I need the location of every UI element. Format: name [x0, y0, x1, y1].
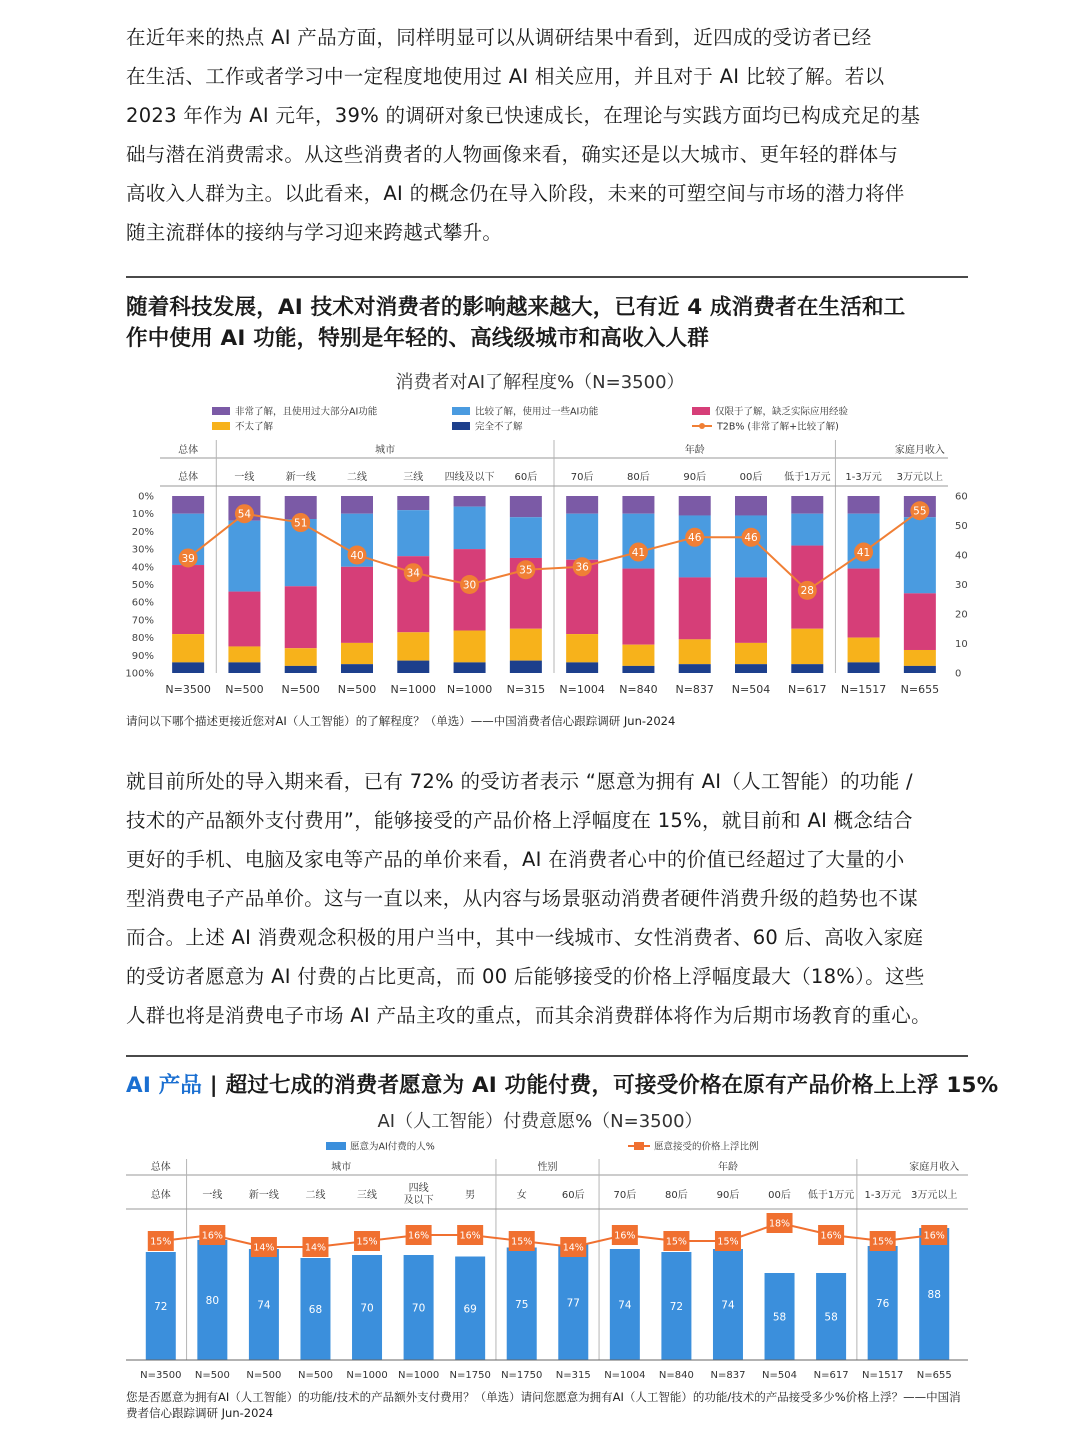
group-label: 年龄	[717, 1162, 738, 1173]
stacked-bar-segment	[397, 496, 429, 510]
paragraph-line: 型消费电子产品单价。这与一直以来，从内容与场景驱动消费者硬件消费升级的趋势也不谋	[126, 887, 919, 910]
sample-size-label: N=1000	[446, 683, 493, 696]
stacked-bar-segment	[679, 577, 711, 639]
premium-value-label: 16%	[459, 1230, 481, 1242]
stacked-bar-segment	[735, 577, 767, 642]
sample-size-label: N=315	[506, 683, 546, 696]
stacked-bar-segment	[566, 514, 598, 560]
stacked-bar-segment	[904, 593, 936, 650]
stacked-bar-segment	[285, 666, 317, 673]
sample-size-label: N=1000	[390, 683, 437, 696]
group-label: 城市	[331, 1162, 352, 1173]
paragraph-line: 人群也将是消费电子市场 AI 产品主攻的重点，而其余消费群体将作为后期市场教育的重心。	[126, 1004, 931, 1027]
category-label: 00后	[739, 472, 763, 483]
bar-value-label: 74	[721, 1299, 735, 1312]
stacked-bar-segment	[566, 634, 598, 662]
t2b-value-label: 30	[462, 579, 477, 592]
legend-swatch	[326, 1142, 346, 1150]
category-label: 3万元以上	[896, 472, 944, 483]
premium-value-label: 16%	[201, 1230, 223, 1242]
legend-label: 不太了解	[235, 421, 274, 433]
y-left-tick-label: 30%	[131, 544, 154, 556]
category-label: 60后	[561, 1190, 585, 1201]
t2b-value-label: 41	[856, 546, 871, 559]
bar-value-label: 76	[875, 1298, 890, 1310]
t2b-value-label: 40	[350, 549, 364, 562]
sample-size-label: N=837	[710, 1370, 746, 1381]
y-left-tick-label: 100%	[125, 668, 154, 680]
t2b-value-label: 28	[800, 585, 814, 598]
bar-value-label: 70	[360, 1302, 374, 1315]
sample-size-label: N=504	[762, 1370, 798, 1381]
stacked-bar-segment	[791, 496, 823, 514]
category-label: 总体	[178, 472, 199, 483]
legend-label: T2B% (非常了解+比较了解)	[717, 421, 839, 433]
stacked-bar-segment	[397, 661, 429, 673]
category-label: 一线	[234, 472, 255, 483]
y-right-tick-label: 10	[955, 639, 968, 650]
bar-value-label: 80	[205, 1295, 220, 1307]
stacked-bar-segment	[341, 567, 373, 643]
heading-text: 超过七成的消费者愿意为 AI 功能付费，可接受价格在原有产品价格上上浮 15%	[225, 1073, 999, 1098]
stacked-bar-segment	[566, 662, 598, 673]
y-right-tick-label: 40	[955, 550, 968, 562]
group-label: 城市	[375, 445, 396, 456]
chart2-source: 您是否愿意为拥有AI（人工智能）的功能/技术的产品额外支付费用？（单选）请问您愿意为拥有AI（人工智能）的功能/技术的产品接受多少%价格上浮？——中国消费者信心跟踪调研 Jun-2024	[126, 1390, 961, 1420]
stacked-bar-segment	[791, 514, 823, 546]
sample-size-label: N=840	[658, 1370, 694, 1381]
stacked-bar-segment	[397, 510, 429, 556]
heading-separator: |	[202, 1073, 226, 1098]
group-label: 家庭月收入	[909, 1162, 960, 1173]
category-label: 三线	[357, 1190, 378, 1201]
stacked-bar-segment	[848, 638, 880, 663]
legend-label: 仅限于了解，缺乏实际应用经验	[715, 406, 849, 418]
bar-value-label: 75	[515, 1298, 529, 1311]
stacked-bar-segment	[172, 496, 204, 514]
t2b-value-label: 36	[575, 561, 589, 574]
stacked-bar-segment	[679, 664, 711, 673]
premium-value-label: 15%	[356, 1236, 378, 1248]
legend-label: 比较了解，使用过一些AI功能	[475, 406, 599, 418]
section-divider	[126, 276, 968, 278]
bar-value-label: 69	[463, 1303, 477, 1316]
stacked-bar-segment	[679, 496, 711, 515]
t2b-value-label: 46	[744, 532, 758, 545]
group-label: 性别	[537, 1162, 558, 1173]
legend-label: 完全不了解	[475, 421, 523, 433]
category-label: 二线	[347, 472, 367, 483]
group-label: 总体	[178, 445, 199, 456]
category-label: 70后	[613, 1190, 637, 1201]
stacked-bar-segment	[454, 662, 486, 673]
sample-size-label: N=504	[731, 683, 771, 696]
stacked-bar-segment	[341, 664, 373, 673]
paragraph-line: 更好的手机、电脑及家电等产品的单价来看，AI 在消费者心中的价值已经超过了大量的小	[126, 848, 905, 871]
stacked-bar-segment	[454, 507, 486, 549]
category-label: 80后	[665, 1190, 688, 1201]
sample-size-label: N=500	[246, 1370, 282, 1381]
paragraph-line: 2023 年作为 AI 元年，39% 的调研对象已快速成长，在理论与实践方面均已构成充足的基	[126, 104, 921, 127]
stacked-bar-segment	[228, 662, 260, 673]
paragraph-line: 在生活、工作或者学习中一定程度地使用过 AI 相关应用，并且对于 AI 比较了解。若以	[126, 65, 885, 88]
stacked-bar-segment	[904, 666, 936, 673]
group-label: 总体	[150, 1162, 171, 1173]
category-label: 90后	[683, 472, 707, 483]
legend-line-marker	[634, 1142, 644, 1150]
stacked-bar-segment	[510, 496, 542, 517]
category-label: 70后	[570, 472, 594, 483]
premium-value-label: 16%	[820, 1230, 842, 1242]
sample-size-label: N=500	[281, 683, 320, 696]
bar-value-label: 72	[669, 1301, 684, 1313]
premium-value-label: 15%	[150, 1236, 172, 1248]
stacked-bar-segment	[510, 661, 542, 673]
y-left-tick-label: 90%	[131, 650, 154, 662]
t2b-value-label: 39	[181, 552, 195, 565]
sample-size-label: N=3500	[165, 683, 211, 696]
sample-size-label: N=1004	[604, 1370, 646, 1381]
paragraph-line: 技术的产品额外支付费用”，能够接受的产品价格上浮幅度在 15%，就目前和 AI 概念结合	[126, 809, 913, 832]
stacked-bar-segment	[228, 521, 260, 592]
legend-label: 愿意接受的价格上浮比例	[654, 1141, 759, 1153]
legend-swatch	[452, 422, 470, 430]
legend-swatch	[452, 407, 470, 415]
heading-accent: AI 产品	[126, 1073, 203, 1098]
y-left-tick-label: 80%	[131, 633, 154, 645]
premium-value-label: 15%	[511, 1236, 533, 1248]
stacked-bar-segment	[622, 666, 654, 673]
stacked-bar-segment	[341, 496, 373, 514]
chart1-awareness	[0, 398, 1080, 743]
bar-value-label: 58	[824, 1311, 838, 1324]
legend-label: 非常了解，且使用过大部分AI功能	[235, 406, 378, 418]
stacked-bar-segment	[285, 648, 317, 666]
category-label: 低于1万元	[807, 1190, 855, 1201]
stacked-bar-segment	[735, 643, 767, 664]
stacked-bar-segment	[454, 496, 486, 507]
sample-size-label: N=617	[813, 1370, 849, 1381]
premium-value-label: 14%	[304, 1242, 327, 1254]
t2b-value-label: 46	[688, 532, 702, 545]
stacked-bar-segment	[454, 631, 486, 663]
paragraph-line: 的受访者愿意为 AI 付费的占比更高，而 00 后能够接受的价格上浮幅度最大（18%）。这些	[126, 965, 925, 988]
bar-value-label: 70	[411, 1302, 426, 1315]
y-left-tick-label: 10%	[131, 509, 154, 521]
chart2-willingness	[0, 1133, 1080, 1383]
y-right-tick-label: 0	[955, 668, 962, 680]
sample-size-label: N=500	[337, 683, 377, 696]
paragraph-line: 随主流群体的接纳与学习迎来跨越式攀升。	[126, 221, 503, 244]
stacked-bar-segment	[285, 586, 317, 648]
category-label: 四线	[408, 1183, 429, 1194]
category-label: 三线	[403, 472, 424, 483]
premium-value-label: 16%	[614, 1230, 636, 1242]
stacked-bar-segment	[172, 565, 204, 634]
premium-value-label: 16%	[408, 1230, 430, 1242]
sample-size-label: N=1004	[559, 683, 605, 696]
stacked-bar-segment	[172, 662, 204, 673]
paragraph-line: 就目前所处的导入期来看，已有 72% 的受访者表示 “愿意为拥有 AI（人工智能）的功能 /	[126, 770, 913, 793]
sample-size-label: N=1000	[346, 1370, 388, 1381]
bar-value-label: 77	[566, 1297, 580, 1310]
y-right-tick-label: 60	[955, 491, 968, 503]
y-right-tick-label: 20	[955, 609, 968, 621]
legend-swatch	[212, 422, 230, 430]
legend-line-marker	[699, 423, 705, 429]
category-label: 及以下	[403, 1195, 434, 1206]
category-label: 3万元以上	[911, 1190, 958, 1201]
stacked-bar-segment	[228, 592, 260, 647]
premium-value-label: 16%	[923, 1230, 945, 1242]
sample-size-label: N=655	[900, 683, 940, 696]
category-label: 1-3万元	[864, 1190, 901, 1201]
intro-paragraph	[126, 18, 968, 252]
section2-heading	[126, 1070, 999, 1101]
category-label: 60后	[514, 472, 538, 483]
stacked-bar-segment	[622, 645, 654, 666]
t2b-value-label: 51	[294, 517, 308, 530]
sample-size-label: N=837	[675, 683, 714, 696]
chart1-source: 请问以下哪个描述更接近您对AI（人工智能）的了解程度？（单选）——中国消费者信心跟踪调研 Jun-2024	[126, 714, 676, 728]
premium-value-label: 15%	[872, 1236, 894, 1248]
section1-heading	[126, 292, 968, 354]
legend-label: 愿意为AI付费的人%	[350, 1141, 435, 1153]
t2b-value-label: 35	[519, 564, 533, 577]
paragraph-line: 在近年来的热点 AI 产品方面，同样明显可以从调研结果中看到，近四成的受访者已经	[126, 26, 872, 49]
stacked-bar-segment	[341, 643, 373, 664]
category-label: 低于1万元	[784, 472, 831, 483]
t2b-value-label: 55	[913, 505, 927, 518]
bar-value-label: 72	[154, 1301, 168, 1313]
premium-value-label: 15%	[717, 1236, 739, 1248]
y-left-tick-label: 20%	[131, 526, 154, 538]
category-label: 二线	[305, 1190, 326, 1201]
category-label: 新一线	[285, 472, 316, 483]
bar-value-label: 68	[308, 1304, 323, 1316]
sample-size-label: N=655	[916, 1370, 952, 1381]
bar-value-label: 74	[618, 1299, 632, 1312]
legend-swatch	[212, 407, 230, 415]
sample-size-label: N=500	[225, 683, 264, 696]
stacked-bar-segment	[510, 517, 542, 558]
category-label: 80后	[627, 472, 650, 483]
sample-size-label: N=1750	[501, 1370, 543, 1381]
group-label: 年龄	[684, 445, 705, 456]
sample-size-label: N=500	[297, 1370, 333, 1381]
y-left-tick-label: 0%	[138, 491, 154, 503]
stacked-bar-segment	[510, 629, 542, 661]
premium-value-label: 14%	[253, 1242, 275, 1254]
paragraph-line: 础与潜在消费需求。从这些消费者的人物画像来看，确实还是以大城市、更年轻的群体与	[126, 143, 899, 166]
stacked-bar-segment	[904, 517, 936, 593]
y-left-tick-label: 50%	[131, 580, 154, 591]
bar-value-label: 74	[257, 1299, 271, 1312]
stacked-bar-segment	[622, 569, 654, 645]
t2b-value-label: 54	[237, 508, 252, 521]
category-label: 90后	[716, 1190, 740, 1201]
stacked-bar-segment	[791, 664, 823, 673]
sample-size-label: N=840	[619, 683, 658, 696]
stacked-bar-segment	[172, 634, 204, 662]
stacked-bar-segment	[904, 650, 936, 666]
stacked-bar-segment	[848, 496, 880, 514]
stacked-bar-segment	[735, 496, 767, 515]
sample-size-label: N=315	[555, 1370, 591, 1381]
y-right-tick-label: 30	[955, 580, 968, 591]
sample-size-label: N=500	[194, 1370, 230, 1381]
stacked-bar-segment	[848, 569, 880, 638]
stacked-bar-segment	[566, 496, 598, 514]
sample-size-label: N=617	[788, 683, 827, 696]
section-divider	[126, 1055, 968, 1057]
middle-paragraph	[126, 762, 968, 1035]
sample-size-label: N=1000	[397, 1370, 440, 1381]
category-label: 1-3万元	[845, 472, 882, 483]
category-label: 四线及以下	[444, 472, 495, 483]
category-label: 总体	[150, 1190, 171, 1201]
stacked-bar-segment	[397, 632, 429, 660]
category-label: 一线	[202, 1190, 223, 1201]
sample-size-label: N=1750	[449, 1370, 491, 1381]
chart2-title: AI（人工智能）付费意愿%（N=3500）	[377, 1111, 703, 1132]
y-left-tick-label: 40%	[131, 562, 154, 574]
bar-value-label: 58	[772, 1311, 787, 1324]
group-label: 家庭月收入	[894, 445, 945, 456]
sample-size-label: N=3500	[140, 1370, 182, 1381]
sample-size-label: N=1517	[840, 683, 887, 696]
stacked-bar-segment	[228, 646, 260, 662]
category-label: 00后	[768, 1190, 791, 1201]
bar-value-label: 88	[927, 1289, 941, 1301]
t2b-value-label: 41	[631, 546, 646, 559]
t2b-value-label: 34	[406, 567, 420, 580]
stacked-bar-segment	[791, 629, 823, 664]
y-left-tick-label: 60%	[131, 597, 154, 609]
legend-swatch	[692, 407, 710, 415]
stacked-bar-segment	[679, 639, 711, 664]
stacked-bar-segment	[735, 664, 767, 673]
y-left-tick-label: 70%	[131, 615, 154, 627]
stacked-bar-segment	[848, 662, 880, 673]
paragraph-line: 高收入人群为主。以此看来，AI 的概念仍在导入阶段，未来的可塑空间与市场的潜力将伴	[126, 182, 905, 205]
y-right-tick-label: 50	[955, 521, 968, 532]
premium-value-label: 18%	[768, 1218, 791, 1230]
premium-value-label: 14%	[562, 1242, 584, 1254]
sample-size-label: N=1517	[862, 1370, 904, 1381]
category-label: 新一线	[248, 1190, 279, 1201]
category-label: 女	[516, 1190, 527, 1201]
paragraph-line: 而合。上述 AI 消费观念积极的用户当中，其中一线城市、女性消费者、60 后、高收入家庭	[126, 926, 924, 949]
chart1-title: 消费者对AI了解程度%（N=3500）	[395, 372, 685, 393]
stacked-bar-segment	[622, 496, 654, 514]
heading-line: 作中使用 AI 功能，特别是年轻的、高线级城市和高收入人群	[126, 326, 709, 351]
heading-line: 随着科技发展，AI 技术对消费者的影响越来越大，已有近 4 成消费者在生活和工	[126, 295, 906, 320]
category-label: 男	[465, 1190, 476, 1201]
premium-value-label: 15%	[665, 1236, 687, 1248]
